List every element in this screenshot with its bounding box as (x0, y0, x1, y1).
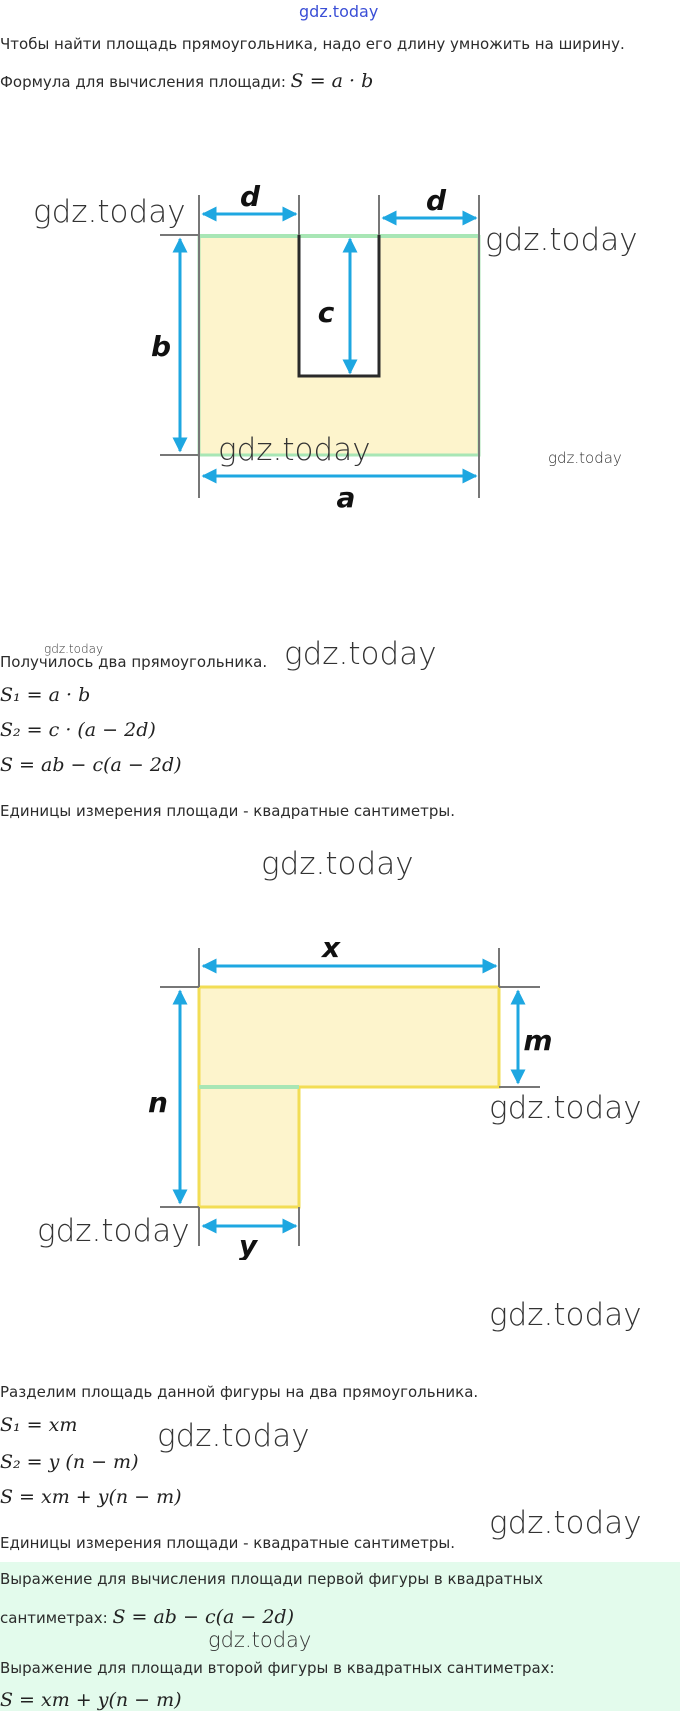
answer-line-2-label: сантиметрах: (0, 1609, 113, 1627)
answer-line-1: Выражение для вычисления площади первой фигуры в квадратных (0, 1570, 543, 1588)
label-d-left: d (239, 180, 261, 213)
divide-text: Разделим площадь данной фигуры на два прямоугольника. (0, 1383, 479, 1401)
figure-1-notch (299, 235, 379, 376)
label-d-right: d (425, 184, 447, 217)
watermark: gdz.today (485, 222, 638, 258)
formula-main: S = a · b (290, 70, 374, 92)
watermark: gdz.today (489, 1090, 642, 1126)
two-rects-text: Получилось два прямоугольника. (0, 653, 268, 671)
units-text-2: Единицы измерения площади - квадратные сантиметры. (0, 1534, 456, 1552)
formula-2-s1: S₁ = xm (0, 1414, 78, 1436)
formula-2-s: S = xm + y(n − m) (0, 1486, 182, 1508)
answer-expr-2: S = xm + y(n − m) (0, 1689, 182, 1711)
figure-2-shape (199, 987, 499, 1207)
formula-2-s2: S₂ = y (n − m) (0, 1451, 139, 1473)
intro-text: Чтобы найти площадь прямоугольника, надо его длину умножить на ширину. (0, 35, 625, 53)
label-y: y (238, 1229, 258, 1260)
units-text: Единицы измерения площади - квадратные сантиметры. (0, 802, 456, 820)
answer-expr-1: S = ab − c(a − 2d) (112, 1606, 294, 1628)
label-n: n (148, 1086, 168, 1119)
watermark: gdz.today (548, 449, 622, 467)
label-m: m (523, 1024, 553, 1057)
watermark: gdz.today (284, 636, 437, 672)
watermark: gdz.today (489, 1297, 642, 1333)
watermark: gdz.today (37, 1213, 190, 1249)
formula-s1: S₁ = a · b (0, 684, 91, 706)
watermark: gdz.today (261, 846, 414, 882)
label-a: a (336, 481, 356, 514)
answer-line-3: Выражение для площади второй фигуры в квадратных сантиметрах: (0, 1659, 555, 1677)
watermark: gdz.today (489, 1505, 642, 1541)
watermark: gdz.today (44, 642, 104, 656)
label-b: b (150, 330, 172, 363)
figure-1-shape (199, 235, 479, 455)
watermark: gdz.today (157, 1418, 310, 1454)
formula-label: Формула для вычисления площади: (0, 73, 291, 91)
watermark: gdz.today (218, 432, 371, 468)
watermark: gdz.today (208, 1628, 312, 1652)
label-x: x (321, 931, 341, 964)
formula-s2: S₂ = c · (a − 2d) (0, 719, 156, 741)
site-header-link[interactable]: gdz.today (299, 2, 379, 21)
figure-1-diagram (0, 0, 680, 560)
answer-line-2 (0, 1606, 294, 1628)
formula-s: S = ab − c(a − 2d) (0, 754, 182, 776)
watermark: gdz.today (33, 194, 186, 230)
label-c: c (317, 296, 335, 329)
